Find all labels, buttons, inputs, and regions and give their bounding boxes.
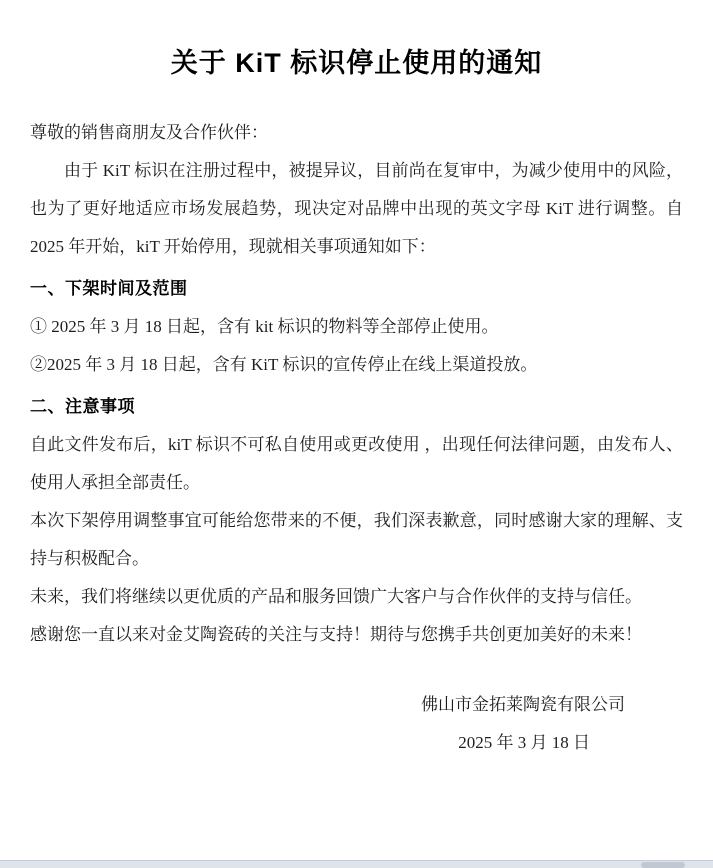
company-signature: 佛山市金拓莱陶瓷有限公司 [421,695,625,714]
section-1-item-2: ②2025 年 3 月 18 日起，含有 KiT 标识的宣传停止在线上渠道投放。 [30,355,538,374]
salutation: 尊敬的销售商朋友及合作伙伴： [30,123,268,142]
intro-paragraph: 由于 KiT 标识在注册过程中，被提异议，目前尚在复审中，为减少使用中的风险，也为了更好地适应市场发展趋势，现决定对品牌中出现的英文字母 KiT 进行调整。自 2025 年开始，kiT 开始停用，现就相关事项通知如下： [30,161,683,256]
section-1-item-1: ① 2025 年 3 月 18 日起，含有 kit 标识的物料等全部停止使用。 [30,317,499,336]
section-2-paragraph-1: 自此文件发布后，kiT 标识不可私自使用或更改使用 ，出现任何法律问题，由发布人、使用人承担全部责任。 [30,435,683,492]
signature-date: 2025 年 3 月 18 日 [458,733,590,752]
section-2-heading: 二、注意事项 [30,397,135,416]
section-2-paragraph-4: 感谢您一直以来对金艾陶瓷砖的关注与支持！期待与您携手共创更加美好的未来！ [30,625,642,644]
section-2-paragraph-3: 未来，我们将继续以更优质的产品和服务回馈广大客户与合作伙伴的支持与信任。 [30,587,642,606]
signature-block [30,686,683,762]
scrollbar-thumb[interactable] [641,862,685,868]
section-2-paragraph-2: 本次下架停用调整事宜可能给您带来的不便，我们深表歉意，同时感谢大家的理解、支持与积极配合。 [30,511,683,568]
section-1-heading: 一、下架时间及范围 [30,279,188,298]
document-title: 关于 KiT 标识停止使用的通知 [170,48,543,78]
horizontal-scrollbar[interactable] [0,860,713,868]
